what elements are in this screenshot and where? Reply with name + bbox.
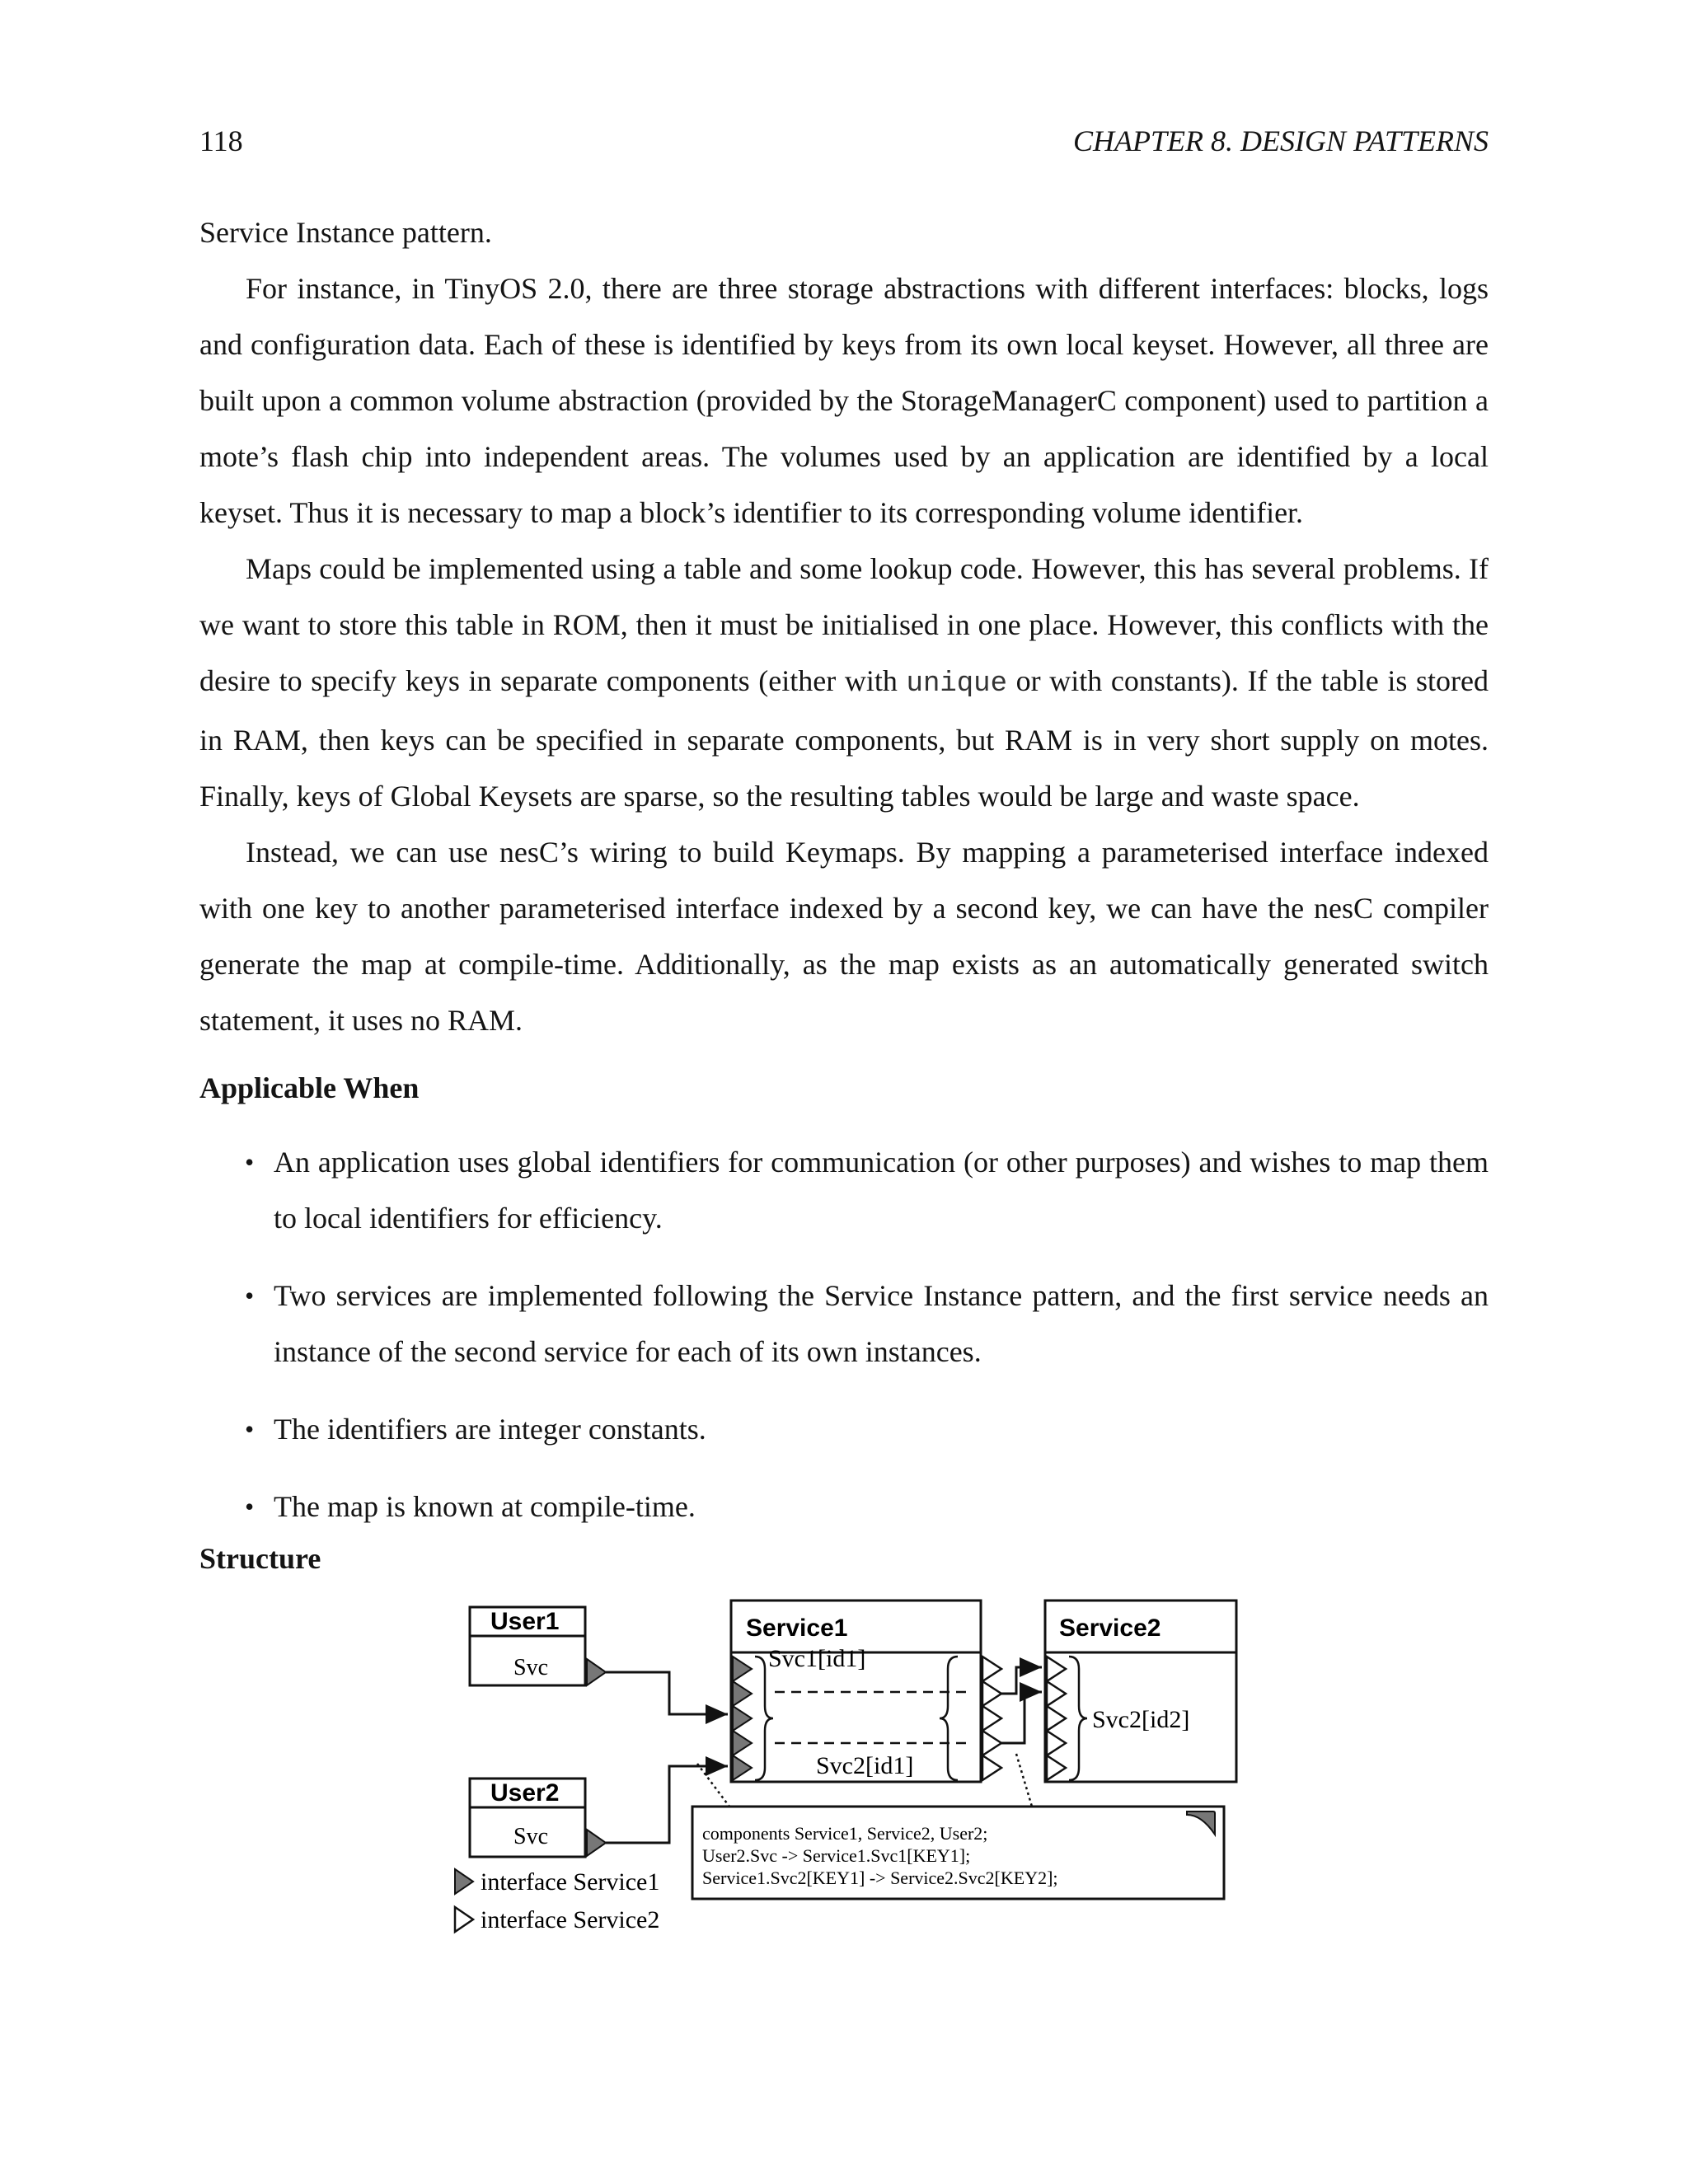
paragraph-continuation: Service Instance pattern. [199,216,492,249]
list-item [199,1268,1489,1380]
user1-wire [606,1672,728,1714]
applicable-when-list [199,1134,1489,1535]
service2-svc2-label: Svc2[id2] [1092,1706,1190,1733]
chapter-title: CHAPTER 8. DESIGN PATTERNS [1072,124,1489,157]
code-note [692,1807,1224,1899]
list-item-text: Two services are implemented following the Service Instance pattern, and the first service needs an instance of the second service for each of its own instances. [274,1279,1489,1368]
code-unique: unique [906,668,1007,700]
running-head [199,124,1489,165]
note-connector-right [1016,1754,1032,1807]
paragraph-keymaps: Instead, we can use nesC’s wiring to build Keymaps. By mapping a parameterised interface indexed with one key to another parameterised interface indexed by a second key, we can have the nesC compiler generate the map at compile-time. Additionally, as the map exists as an automatically generated switch statement, it uses no RAM. [199,836,1489,1037]
service1-svc2-ports-icon [982,1657,1001,1780]
code-line-1: components Service1, Service2, User2; [702,1823,988,1844]
user2-label: User2 [490,1779,560,1807]
paragraph-maps [199,541,1489,824]
legend [455,1868,659,1933]
user2-component [470,1779,606,1857]
code-line-2: User2.Svc -> Service1.Svc1[KEY1]; [702,1845,971,1866]
applicable-when-heading: Applicable When [199,1071,420,1104]
bullet-icon: • [245,1281,255,1310]
user1-svc-label: Svc [513,1655,548,1680]
list-item-text: The identifiers are integer constants. [274,1413,706,1446]
user2-svc-label: Svc [513,1824,548,1849]
service1-label: Service1 [746,1615,848,1642]
list-item-text: The map is known at compile-time. [274,1490,696,1523]
service1-svc1-label: Svc1[id1] [768,1645,866,1672]
list-item [199,1401,1489,1457]
legend-filled-triangle-icon [455,1869,473,1894]
note-connector-left [697,1764,729,1807]
legend-interface-service2: interface Service2 [481,1906,660,1933]
code-line-3: Service1.Svc2[KEY1] -> Service2.Svc2[KEY2]; [702,1868,1058,1888]
user1-component [470,1607,606,1685]
bullet-icon: • [245,1414,255,1444]
service1-component [731,1601,1001,1782]
bullet-icon: • [245,1492,255,1521]
structure-heading: Structure [199,1542,321,1575]
user2-svc-port-icon [587,1830,606,1856]
paragraph-maps-text-2: or with constants). If the table is stored in RAM, then keys can be specified in separate components, but RAM is in very short supply on motes. Finally, keys of Global Keysets are sparse, so the resulting tables would be large and waste space. [199,664,1489,813]
user1-svc-port-icon [587,1659,606,1685]
structure-diagram [445,1591,1269,1970]
user1-label: User1 [490,1608,560,1635]
page-number: 118 [199,124,243,157]
bullet-icon: • [245,1147,255,1177]
paragraph-maps-text-1: Maps could be implemented using a table and some lookup code. However, this has several problems. If we want to store this table in ROM, then it must be initialised in one place. However, this conflicts with the desire to specify keys in separate components (either with [199,552,1489,697]
list-item-text: An application uses global identifiers for communication (or other purposes) and wishes to map them to local identifiers for efficiency. [274,1146,1489,1235]
paragraph-storage: For instance, in TinyOS 2.0, there are three storage abstractions with different interfaces: blocks, logs and configuration data. Each of these is identified by keys from its own local keyset. However, all three are built upon a common volume abstraction (provided by the StorageManagerC component) used to partition a mote’s flash chip into independent areas. The volumes used by an application are identified by a local keyset. Thus it is necessary to map a block’s identifier to its corresponding volume identifier. [199,272,1489,529]
list-item [199,1479,1489,1535]
service2-label: Service2 [1059,1615,1161,1642]
service-wire-1 [1001,1667,1042,1694]
service-wire-2 [1001,1692,1042,1743]
body-text [199,204,1489,1556]
legend-outline-triangle-icon [455,1907,473,1932]
list-item [199,1134,1489,1246]
service1-svc2-label: Svc2[id1] [816,1752,914,1779]
legend-interface-service1: interface Service1 [481,1868,660,1896]
service2-component [1045,1601,1236,1782]
